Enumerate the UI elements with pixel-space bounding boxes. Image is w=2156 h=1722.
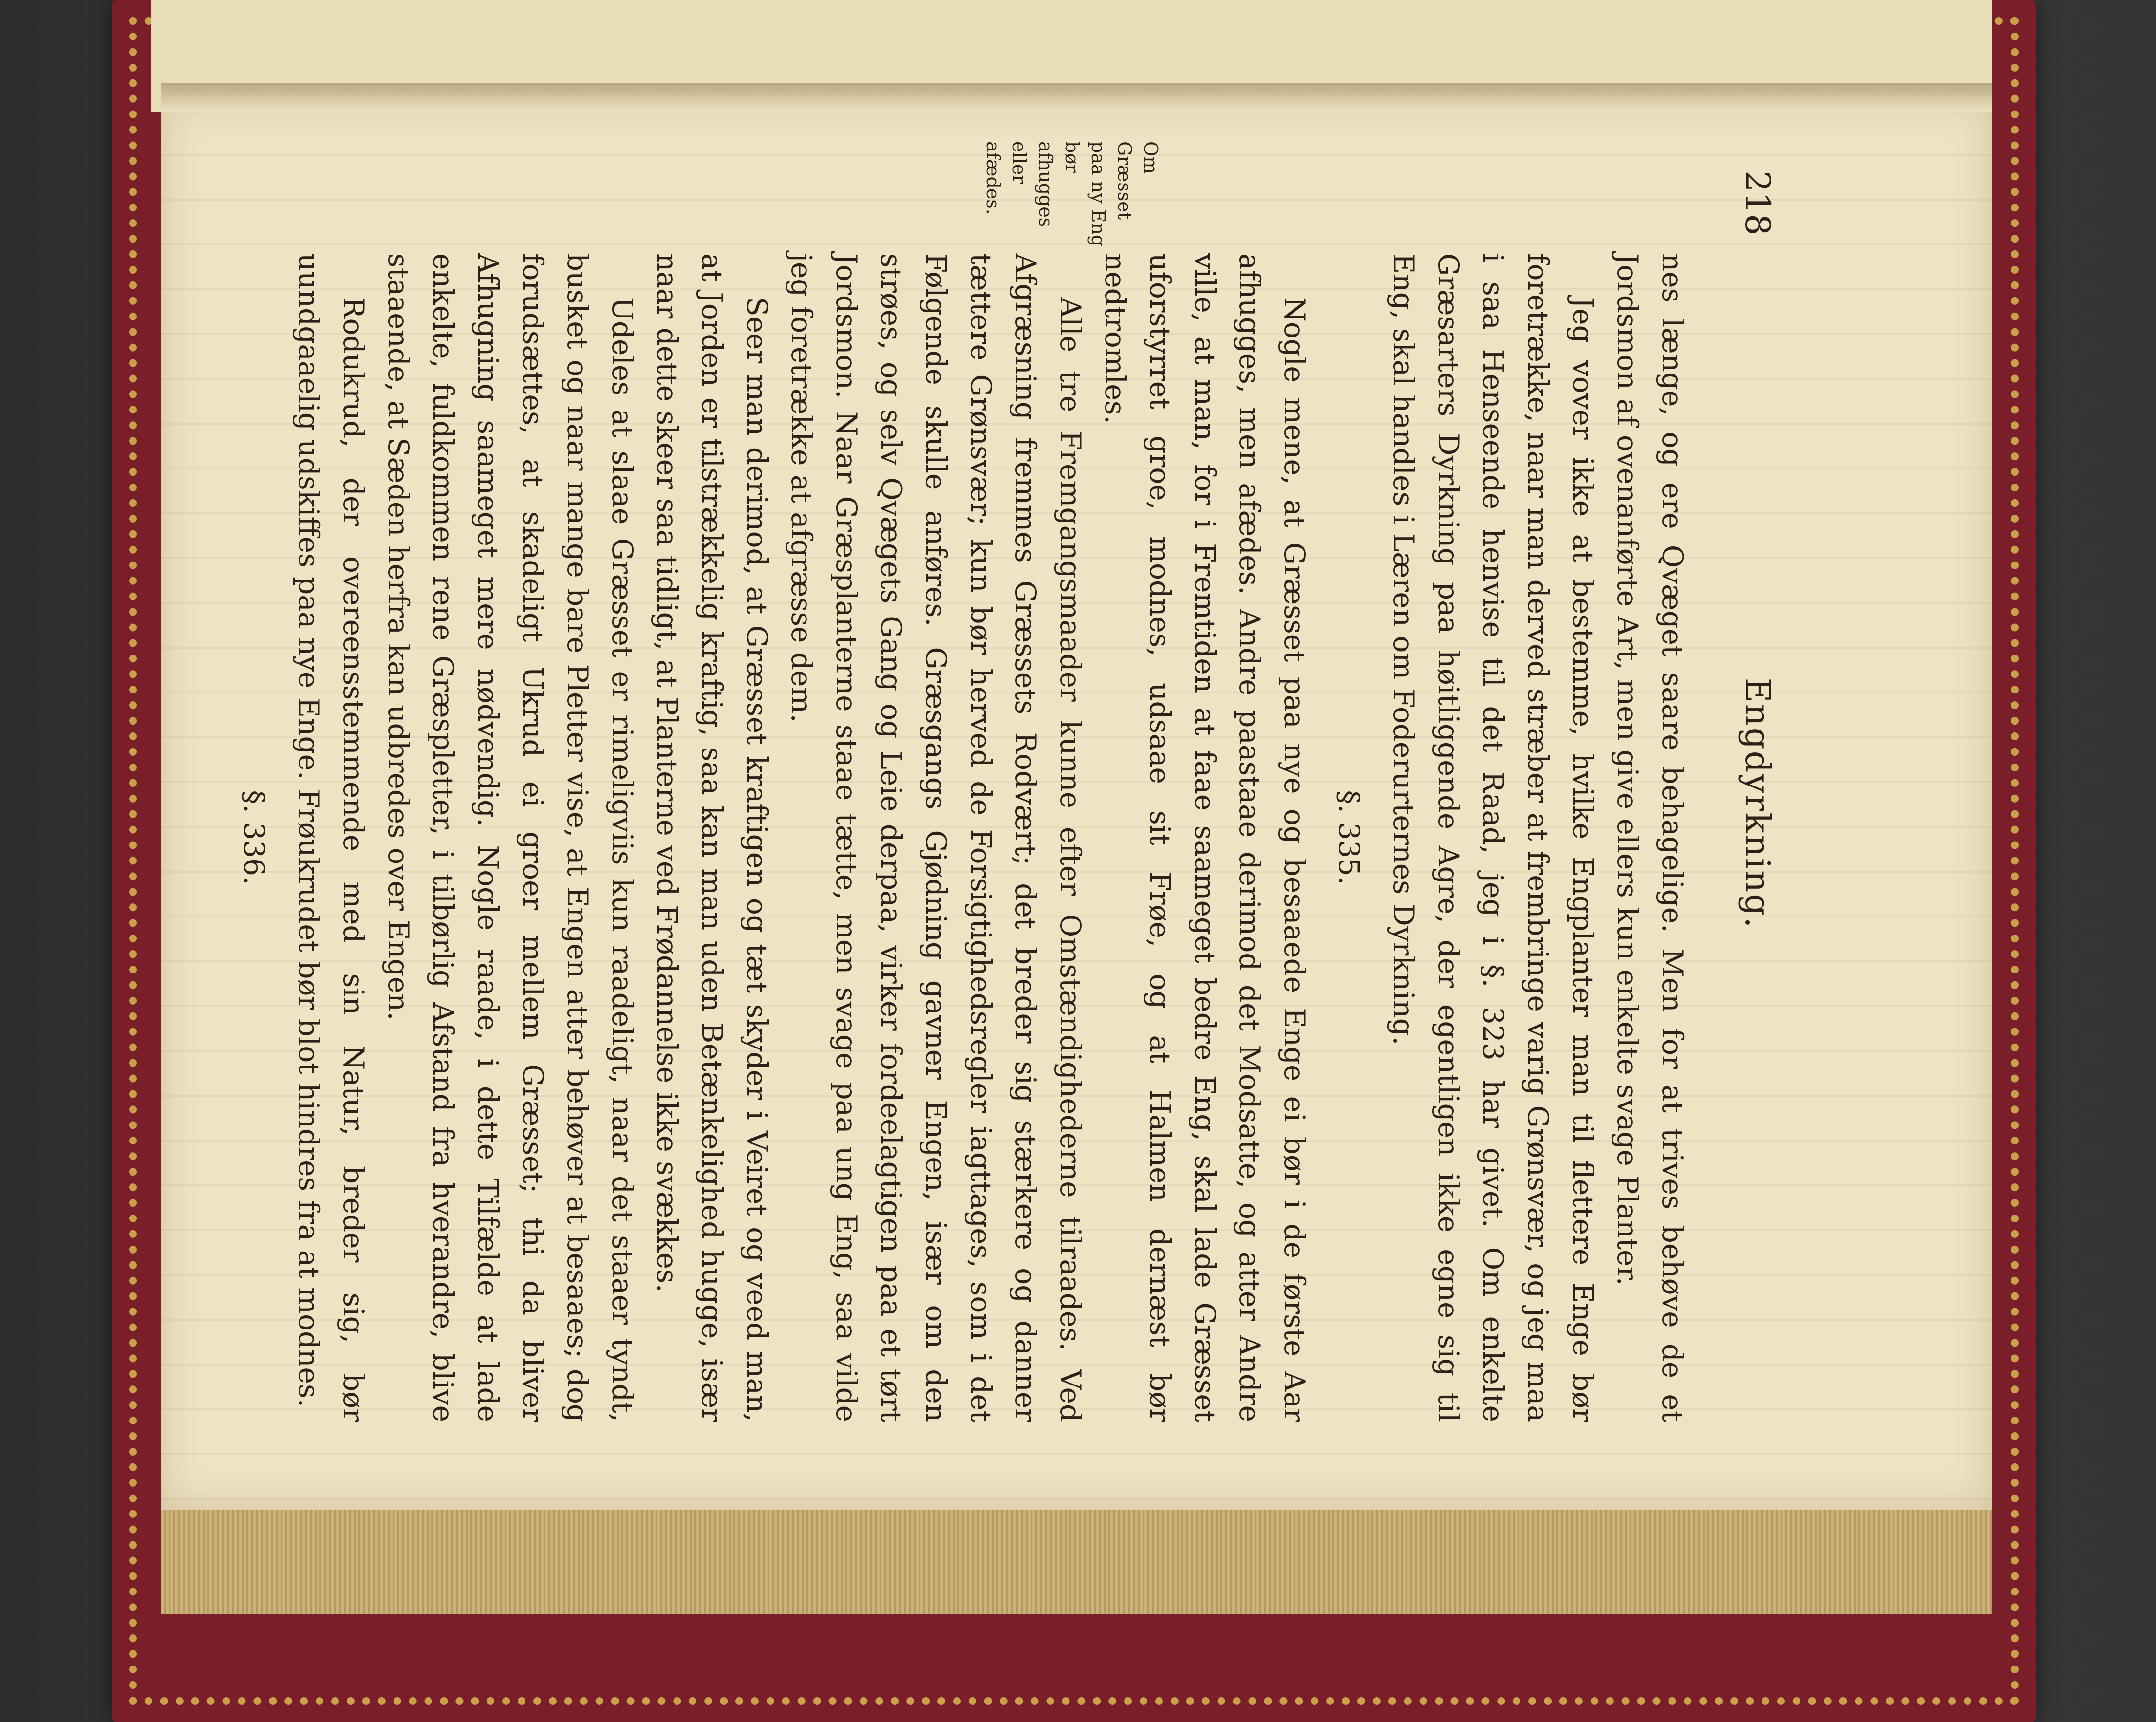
section-heading: §. 336.	[238, 790, 271, 885]
paragraph: Rodukrud, der overeensstemmende med sin Natur, breder sig, bør uundgaaelig udskiffes paa nye Enge. Frøukrudet bør blot hindres fra at modnes.	[292, 253, 370, 1422]
page-header	[1719, 170, 1778, 1437]
running-title: Engdyrkning.	[1738, 677, 1778, 930]
rotated-page-content	[49, 141, 1778, 1446]
paragraph: Jeg vover ikke at bestemme, hvilke Engplanter man til flettere Enge bør foretrække, naar man derved stræber at frembringe varig Grønsvær, og jeg maa i saa Henseende henvise til det Raad, jeg i §. 323 har givet. Om enkelte Græsarters Dyrkning paa høitliggende Agre, der egentligen ikke egne sig til Eng, skal handles i Læren om Foderurternes Dyrkning.	[1387, 253, 1599, 1422]
paragraph: Alle tre Fremgangsmaader kunne efter Omstændighederne tilraades. Ved Afgræsning fremmes Græssets Rodvært; det breder sig stærkere og danner tættere Grønsvær; kun bør herved de Forsigtighedsregler iagttages, som i det Følgende skulle anføres. Græsgangs Gjødning gavner Engen, især om den strøes, og selv Qvægets Gang og Leie derpaa, virker fordeelagtigen paa et tørt Jordsmon. Naar Græsplanterne staae tætte, men svage paa ung Eng, saa vilde jeg foretrække at afgræsse dem.	[785, 253, 1087, 1422]
page-edges	[161, 1500, 1992, 1614]
page-gutter	[161, 83, 1992, 112]
page-number: 218	[1738, 170, 1778, 236]
section-heading: §. 335.	[1332, 790, 1366, 885]
paragraph: Nogle mene, at Græsset paa nye og besaaede Enge ei bør i de første Aar afhugges, men afædes. Andre paastaae derimod det Modsatte, og atter Andre ville, at man, for i Fremtiden at faae saameget bedre Eng, skal lade Græsset uforstyrret groe, modnes, udsaae sit Frøe, og at Halmen dernæst bør nedtromles.	[1099, 253, 1311, 1422]
paragraph: nes længe, og ere Qvæget saare behagelige. Men for at trives behøve de et Jordsmon af ovenanførte Art, men give ellers kun enkelte svage Planter.	[1611, 253, 1689, 1422]
margin-note: Om Græsset paa ny Eng bør afhugges eller afædes.	[982, 141, 1162, 247]
page-body	[222, 253, 1695, 1422]
paragraph: Seer man derimod, at Græsset kraftigen og tæt skyder i Veiret og veed man, at Jorden er tilstrækkelig kraftig, saa kan man uden Betænkelighed hugge, især naar dette skeer saa tidligt, at Planterne ved Frødannelse ikke svækkes.	[651, 253, 773, 1422]
paragraph: Udeles at slaae Græsset er rimeligviis kun raadeligt, naar det staaer tyndt, busket og naar mange bare Pletter vise, at Engen atter behøver at besaaes; dog forudsættes, at skadeligt Ukrud ei groer mellem Græsset; thi da bliver Afhugning saameget mere nødvendig. Nogle raade, i dette Tilfælde at lade enkelte, fuldkommen rene Græspletter, i tilbørlig Afstand fra hverandre, blive staaende, at Sæden herfra kan udbredes over Engen.	[382, 253, 639, 1422]
